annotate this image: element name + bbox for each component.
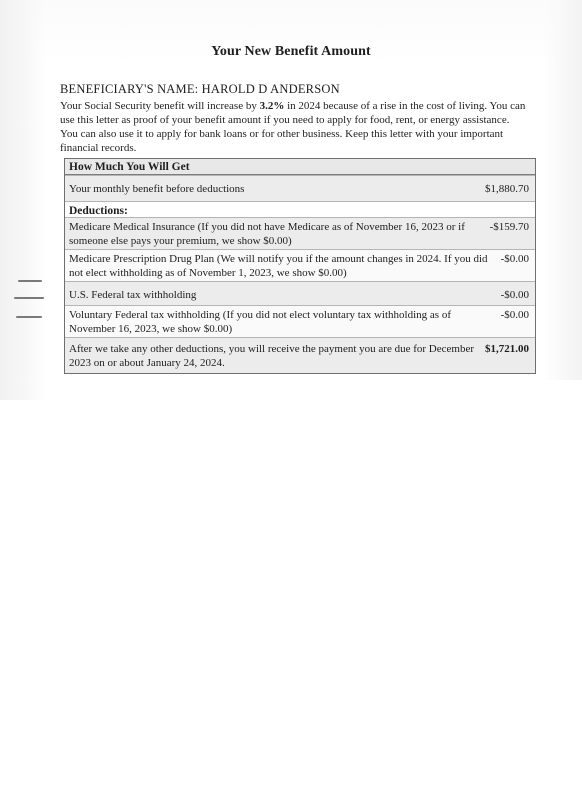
scan-shadow-left: [0, 0, 46, 400]
scan-mark: [16, 316, 42, 318]
deductions-heading: [65, 201, 535, 217]
benefit-table: [64, 158, 536, 374]
table-header-label: How Much You Will Get: [69, 161, 190, 173]
monthly-benefit-label: Your monthly benefit before deductions: [69, 183, 245, 195]
beneficiary-name: BENEFICIARY'S NAME: HAROLD D ANDERSON: [60, 82, 340, 96]
table-header: [65, 159, 535, 175]
page-title: Your New Benefit Amount: [211, 44, 371, 59]
intro-text-start: Your Social Security benefit will increase by: [60, 100, 260, 112]
scan-mark: [18, 280, 42, 282]
deduction-amount: -$159.70: [489, 221, 529, 233]
deduction-amount: -$0.00: [500, 289, 529, 301]
scan-mark: [14, 297, 44, 299]
intro-text-rest: in 2024 because of a rise in the cost of living. You can use this letter as proof of your benefit amount if you need to apply for food, rent, or energy assistance. You can also use it to apply for bank loans or for other business. Keep this letter with your important financial records.: [60, 100, 526, 154]
net-payment-amount: $1,721.00: [485, 343, 529, 355]
table-row-net-payment: [65, 337, 535, 373]
deduction-amount: -$0.00: [500, 309, 529, 321]
intro-paragraph: [60, 99, 526, 155]
table-row-medicare-medical: [65, 217, 535, 249]
deduction-amount: -$0.00: [500, 253, 529, 265]
deduction-label: Medicare Medical Insurance (If you did not have Medicare as of November 16, 2023 or if someone else pays your premium, we show $0.00): [69, 221, 465, 247]
table-row-medicare-drug-plan: [65, 249, 535, 281]
deduction-label: U.S. Federal tax withholding: [69, 289, 197, 301]
increase-percent: 3.2%: [259, 100, 285, 112]
table-row-voluntary-tax: [65, 305, 535, 337]
deductions-label: Deductions:: [69, 205, 128, 217]
deduction-label: Medicare Prescription Drug Plan (We will notify you if the amount changes in 2024. If you did not elect withholding as of November 1, 2023, we show $0.00): [69, 253, 488, 279]
table-row-monthly-benefit: [65, 175, 535, 201]
net-payment-label: After we take any other deductions, you will receive the payment you are due for December 2023 on or about January 24, 2024.: [69, 343, 475, 369]
monthly-benefit-amount: $1,880.70: [485, 183, 529, 195]
deduction-label: Voluntary Federal tax withholding (If you did not elect voluntary tax withholding as of November 16, 2023, we show $0.00): [69, 309, 451, 335]
table-row-federal-tax: [65, 281, 535, 305]
